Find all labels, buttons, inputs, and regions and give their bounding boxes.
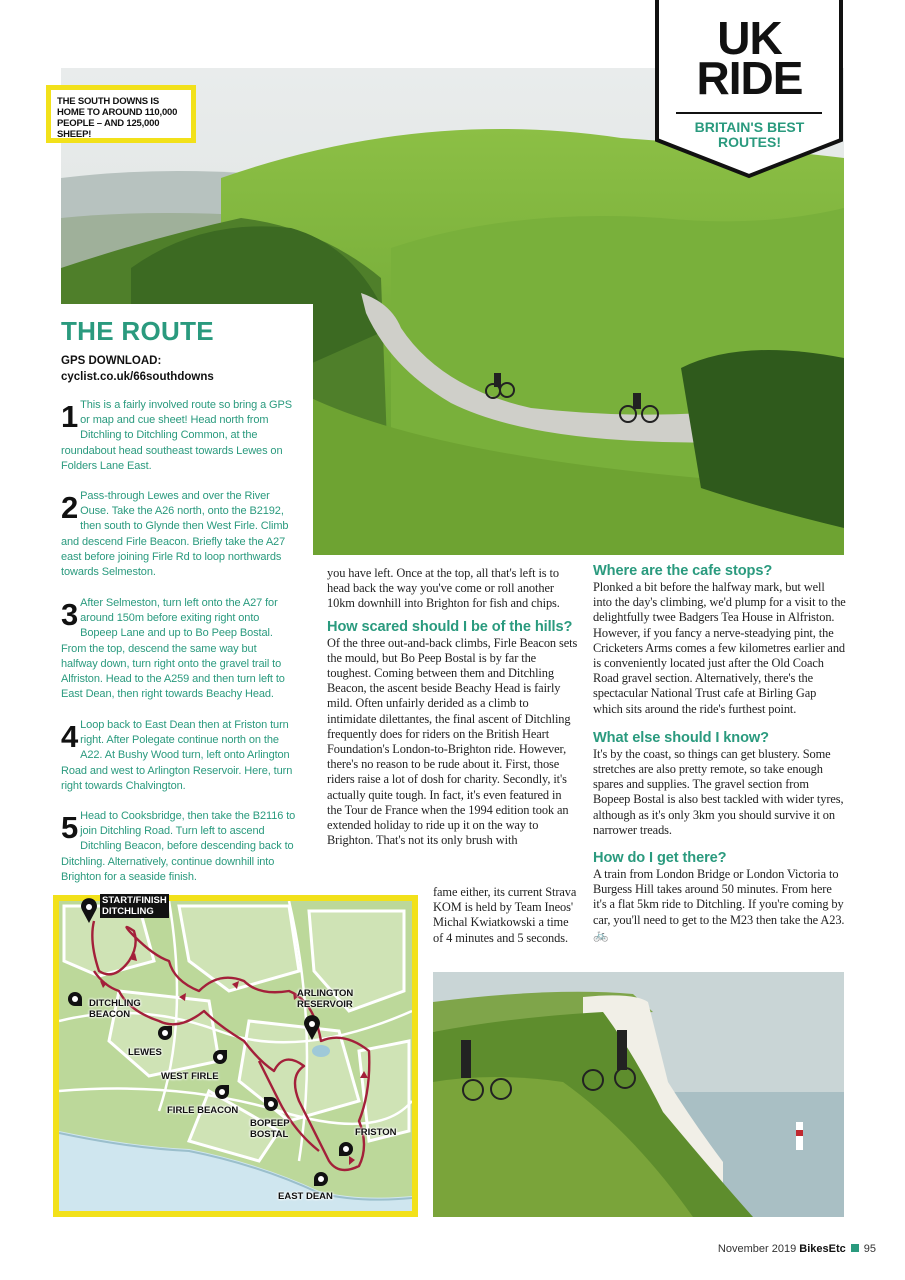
badge-title xyxy=(662,12,837,104)
map-pin-icon xyxy=(80,898,98,924)
route-title: THE ROUTE xyxy=(61,316,214,346)
footer-square-icon xyxy=(851,1244,859,1252)
step-text: This is a fairly involved route so bring a GPS or map and cue sheet! Head north from Ditchling to Ditchling Common, at the roundabout head southeast towards Lewes on Folders Lane East. xyxy=(61,399,292,472)
map-label-east-dean: EAST DEAN xyxy=(278,1191,333,1202)
label-line: BOSTAL xyxy=(250,1129,289,1140)
step-number: 3 xyxy=(61,597,79,632)
map-label-bopeep xyxy=(250,1118,290,1140)
fact-box xyxy=(46,85,196,143)
label-line: ARLINGTON xyxy=(297,988,354,999)
scared-paragraph: Of the three out-and-back climbs, Firle Beacon sets the mould, but Bo Peep Bostal is by far the toughest. Coming between them and Ditchling Beacon, the ascent beside Beachy Head is fairly mild. Often unfairly derided as a climb to intimidate dilettantes, the final ascent of Ditchling frequently does for riders on the British Heart Foundation's London-to-Brighton ride. However, there's no reason to be rude about it. First, those riders raise a lot of dosh for charity. Secondly, it's actually quite tough. In fact, it's even featured in the Tour de France when the 1994 edition took an extended holiday to ride up it on the way to Brighton. That's not its only brush with xyxy=(327,635,578,848)
heading-there: How do I get there? xyxy=(593,850,727,867)
right-column xyxy=(593,558,846,943)
map-pin-icon xyxy=(262,1095,280,1113)
badge-subtitle xyxy=(662,120,837,150)
fact-box-text: THE SOUTH DOWNS IS HOME TO AROUND 110,000 PEOPLE – AND 125,000 SHEEP! xyxy=(57,96,178,140)
map-label-ditchling-beacon xyxy=(89,998,141,1020)
middle-column-continued xyxy=(433,885,581,946)
map-pin-icon xyxy=(66,990,84,1008)
step-number: 5 xyxy=(61,810,79,845)
badge-subtitle-line2: ROUTES! xyxy=(718,134,781,150)
middle-column xyxy=(327,566,579,848)
start-line1: START/FINISH xyxy=(102,895,167,906)
heading-cafe: Where are the cafe stops? xyxy=(593,563,773,579)
map-label-lewes: LEWES xyxy=(128,1047,162,1058)
intro-paragraph: you have left. Once at the top, all that's left is to head back the way you've come or roll another 10km downhill into Brighton for fish and chips. xyxy=(327,566,560,611)
map-label-friston: FRISTON xyxy=(355,1127,397,1138)
map-label-arlington xyxy=(297,988,353,1010)
step-text: Loop back to East Dean then at Friston turn right. After Polegate continue north on the A22. At Bushy Wood turn, left onto Arlington Road and west to Arlington Reservoir. Here, turn right towards Chalvington. xyxy=(61,719,293,792)
cafe-paragraph: Plonked a bit before the halfway mark, but well into the day's climbing, we'd plump for a visit to the delightfully twee Badgers Tea House in Alfriston. However, if you fancy a nerve-steadying pint, the Cricketers Arms comes a few kilometres earlier and is conveniently located just after the Old Coach Road gravel section. Alternatively, there's the spectacular National Trust cafe at Birling Gap which sits around the ride's furthest point. xyxy=(593,580,846,716)
map-pin-icon xyxy=(312,1170,330,1188)
map-illustration xyxy=(59,901,412,1211)
label-line: DITCHLING xyxy=(89,998,141,1009)
footer-date: November 2019 xyxy=(717,1243,797,1255)
footer-page-number: 95 xyxy=(863,1243,876,1255)
route-step-5 xyxy=(61,809,296,885)
route-step-4 xyxy=(61,718,296,794)
gps-download xyxy=(61,353,214,385)
page-footer xyxy=(640,1243,876,1255)
badge-divider xyxy=(676,112,822,114)
gps-url[interactable]: cyclist.co.uk/66southdowns xyxy=(61,371,214,383)
footer-magazine: BikesEtc xyxy=(799,1243,846,1255)
heading-scared: How scared should I be of the hills? xyxy=(327,618,573,635)
step-text: Head to Cooksbridge, then take the B2116 to join Ditchling Road. Turn left to ascend Ditchling Beacon, before descending back to Ditchling. Alternatively, continue downhill into Brighton for a seaside finish. xyxy=(61,810,296,883)
map-pin-icon xyxy=(337,1140,355,1158)
heading-know: What else should I know? xyxy=(593,729,769,746)
route-step-1 xyxy=(61,398,296,474)
map-pin-icon xyxy=(213,1083,231,1101)
map-pin-icon xyxy=(156,1024,174,1042)
step-number: 2 xyxy=(61,490,79,525)
step-text: After Selmeston, turn left onto the A27 for around 150m before exiting right onto Bopeep Lane and up to Bo Peep Bostal. From the top, descend the same way but halfway down, turn right onto the gravel trail to Alfriston. Head to the A259 and then turn left to East Dean, then right towards Beachy Head. xyxy=(61,597,285,701)
step-number: 1 xyxy=(61,399,79,434)
badge-title-uk: UK xyxy=(717,12,782,64)
know-paragraph: It's by the coast, so things can get blustery. Some stretches are also pretty remote, so take enough spares and supplies. The gravel section from Bopeep Bostal is also best tackled with wider tyres, although as it's only 3km you should survive it on narrower treads. xyxy=(593,746,844,837)
there-paragraph xyxy=(593,867,846,943)
map-pin-icon xyxy=(303,1015,321,1041)
route-step-3 xyxy=(61,596,296,702)
map-label-west-firle: WEST FIRLE xyxy=(161,1071,219,1082)
cliff-illustration xyxy=(433,972,844,1217)
start-line2: DITCHLING xyxy=(102,906,154,917)
label-line: RESERVOIR xyxy=(297,999,353,1010)
bike-end-icon: 🚲 xyxy=(593,927,609,942)
cliff-photo xyxy=(433,972,844,1217)
gps-label: GPS DOWNLOAD: xyxy=(61,355,162,367)
badge-subtitle-line1: BRITAIN'S BEST xyxy=(694,119,805,135)
map-pin-icon xyxy=(211,1048,229,1066)
step-text: Pass-through Lewes and over the River Ouse. Take the A26 north, onto the B2192, then south to Glynde then West Firle. Climb and descend Firle Beacon. Briefly take the A27 east before joining Firle Rd to loop northwards towards Selmeston. xyxy=(61,490,289,579)
step-number: 4 xyxy=(61,719,79,754)
label-line: BEACON xyxy=(89,1009,131,1020)
label-line: BOPEEP xyxy=(250,1118,290,1129)
map-label-firle-beacon: FIRLE BEACON xyxy=(167,1105,239,1116)
badge-title-ride: RIDE xyxy=(696,52,803,104)
route-step-2 xyxy=(61,489,296,580)
there-text: A train from London Bridge or London Victoria to Burgess Hill takes around 50 minutes. From here it's a flat 5km ride to Ditchling. If you're coming by car, you'll need to get to the M23 then take the A23. xyxy=(593,867,845,927)
scared-paragraph-cont: fame either, its current Strava KOM is held by Team Ineos' Michal Kwiatkowski a time of 4 minutes and 5 seconds. xyxy=(433,885,577,945)
route-map xyxy=(53,895,418,1217)
map-start-label xyxy=(100,894,169,918)
